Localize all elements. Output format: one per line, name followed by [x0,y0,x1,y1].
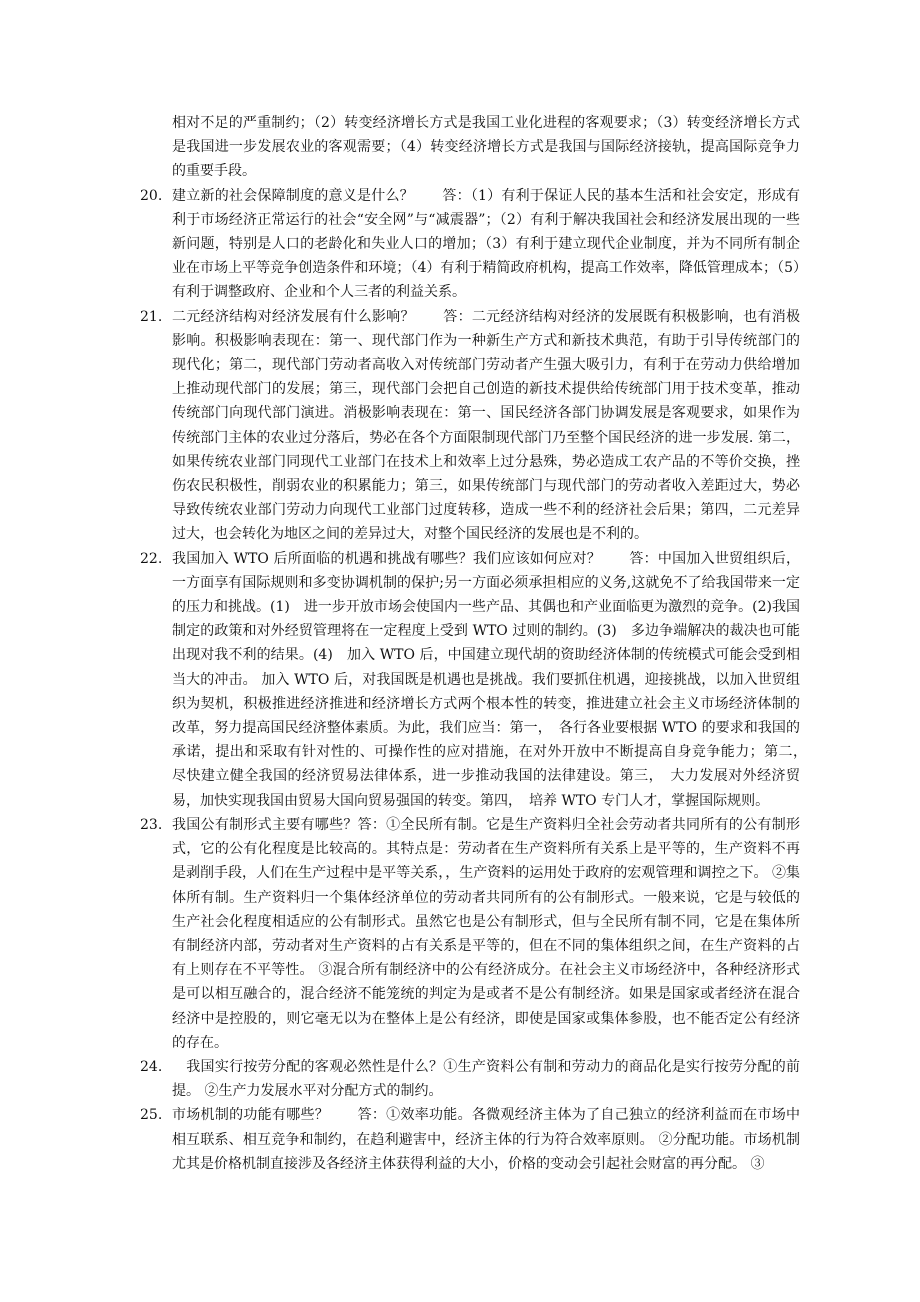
item-number: 24. [140,1058,163,1075]
item-text: 我国公有制形式主要有哪些？答：①全民所有制。它是生产资料归全社会劳动者共同所有的公有制形式，它的公有化程度是比较高的。其特点是：劳动者在生产资料所有关系上是平等的，生产资料不再是剥削手段，人们在生产过程中是平等关系，，生产资料的运用处于政府的宏观管理和调控之下。 ②集体所有制。生产资料归一个集体经济单位的劳动者共同所有的公有制形式。一般来说，它是与较低的生产社会化程度相适应的公有制形式。虽然它也是公有制形式，但与全民所有制不同，它是在集体所有制经济内部，劳动者对生产资料的占有关系是平等的，但在不同的集体组织之间，在生产资料的占有上则存在不平等性。 ③混合所有制经济中的公有经济成分。在社会主义市场经济中，各种经济形式是可以相互融合的，混合经济不能笼统的判定为是或者不是公有制经济。如果是国家或者经济在混合经济中是控股的，则它毫无以为在整体上是公有经济，即使是国家或集体参股，也不能否定公有经济的存在。 [172,816,800,1051]
item-number: 22. [140,550,163,567]
item-text: 我国实行按劳分配的客观必然性是什么？①生产资料公有制和劳动力的商品化是实行按劳分配的前提。 ②生产力发展水平对分配方式的制约。 [172,1058,800,1100]
list-item [140,1055,800,1103]
item-text: 相对不足的严重制约；（2）转变经济增长方式是我国工业化进程的客观要求；（3）转变经济增长方式是我国进一步发展农业的客观需要；（4）转变经济增长方式是我国与国际经济接轨，提高国际竞争力的重要手段。 [172,115,800,180]
item-text: 我国加入 WTO 后所面临的机遇和挑战有哪些？我们应该如何应对？ 答：中国加入世贸组织后，一方面享有国际规则和多变协调机制的保护;另一方面必须承担相应的义务,这就免不了给我国带来一定的压力和挑战。(1) 进一步开放市场会使国内一些产品、其偶也和产业面临更为激烈的竞争。(2)我国制定的政策和对外经贸管理将在一定程度上受到 WTO 过则的制约。(3) 多边争端解决的裁决也可能出现对我不利的结果。(4) 加入 WTO 后，中国建立现代胡的资助经济体制的传统模式可能会受到相当大的冲击。 加入 WTO 后，对我国既是机遇也是挑战。我们要抓住机遇，迎接挑战，以加入世贸组织为契机，积极推进经济推进和经济增长方式两个根本性的转变，推进建立社会主义市场经济体制的改革，努力提高国民经济整体素质。为此，我们应当：第一， 各行各业要根据 WTO 的要求和我国的承诺，提出和采取有针对性的、可操作性的应对措施，在对外开放中不断提高自身竞争能力；第二， 尽快建立健全我国的经济贸易法律体系，进一步推动我国的法律建设。第三， 大力发展对外经济贸易，加快实现我国由贸易大国向贸易强国的转变。第四， 培养 WTO 专门人才，掌握国际规则。 [172,550,814,809]
item-number: 21. [140,308,163,325]
item-text: 市场机制的功能有哪些？ 答：①效率功能。各微观经济主体为了自己独立的经济利益而在市场中相互联系、相互竞争和制约，在趋利避害中，经济主体的行为符合效率原则。 ②分配功能。市场机制尤其是价格机制直接涉及各经济主体获得利益的大小，价格的变动会引起社会财富的再分配。 ③ [172,1107,800,1172]
item-text: 建立新的社会保障制度的意义是什么？ 答：（1）有利于保证人民的基本生活和社会安定，形成有利于市场经济正常运行的社会“安全网”与“减震器”；（2）有利于解决我国社会和经济发展出现的一些新问题，特别是人口的老龄化和失业人口的增加；（3）有利于建立现代企业制度，并为不同所有制企业在市场上平等竞争创造条件和环境；（4）有利于精简政府机构，提高工作效率，降低管理成本；（5）有利于调整政府、企业和个人三者的利益关系。 [172,187,800,301]
list-item [140,547,814,813]
list-item [140,813,800,1055]
document-body [140,111,814,1176]
list-item [140,111,800,184]
list-item [140,1103,800,1176]
list-item [140,305,800,547]
list-item [140,184,800,305]
item-number: 23. [140,816,163,833]
item-number: 20. [140,187,163,204]
item-text: 二元经济结构对经济发展有什么影响？ 答：二元经济结构对经济的发展既有积极影响，也有消极影响。积极影响表现在：第一、现代部门作为一种新生产方式和新技术典范，有助于引导传统部门的现代化；第二，现代部门劳动者高收入对传统部门劳动者产生强大吸引力，有利于在劳动力供给增加上推动现代部门的发展；第三，现代部门会把自己创造的新技术提供给传统部门用于技术变革，推动传统部门向现代部门演进。消极影响表现在：第一、国民经济各部门协调发展是客观要求，如果作为传统部门主体的农业过分落后，势必在各个方面限制现代部门乃至整个国民经济的进一步发展. 第二，如果传统农业部门同现代工业部门在技术上和效率上过分悬殊，势必造成工农产品的不等价交换，挫伤农民积极性，削弱农业的积累能力；第三，如果传统部门与现代部门的劳动者收入差距过大，势必导致传统农业部门劳动力向现代工业部门过度转移，造成一些不利的经济社会后果；第四，二元差异过大，也会转化为地区之间的差异过大，对整个国民经济的发展也是不利的。 [172,308,800,543]
item-number: 25. [140,1107,163,1124]
